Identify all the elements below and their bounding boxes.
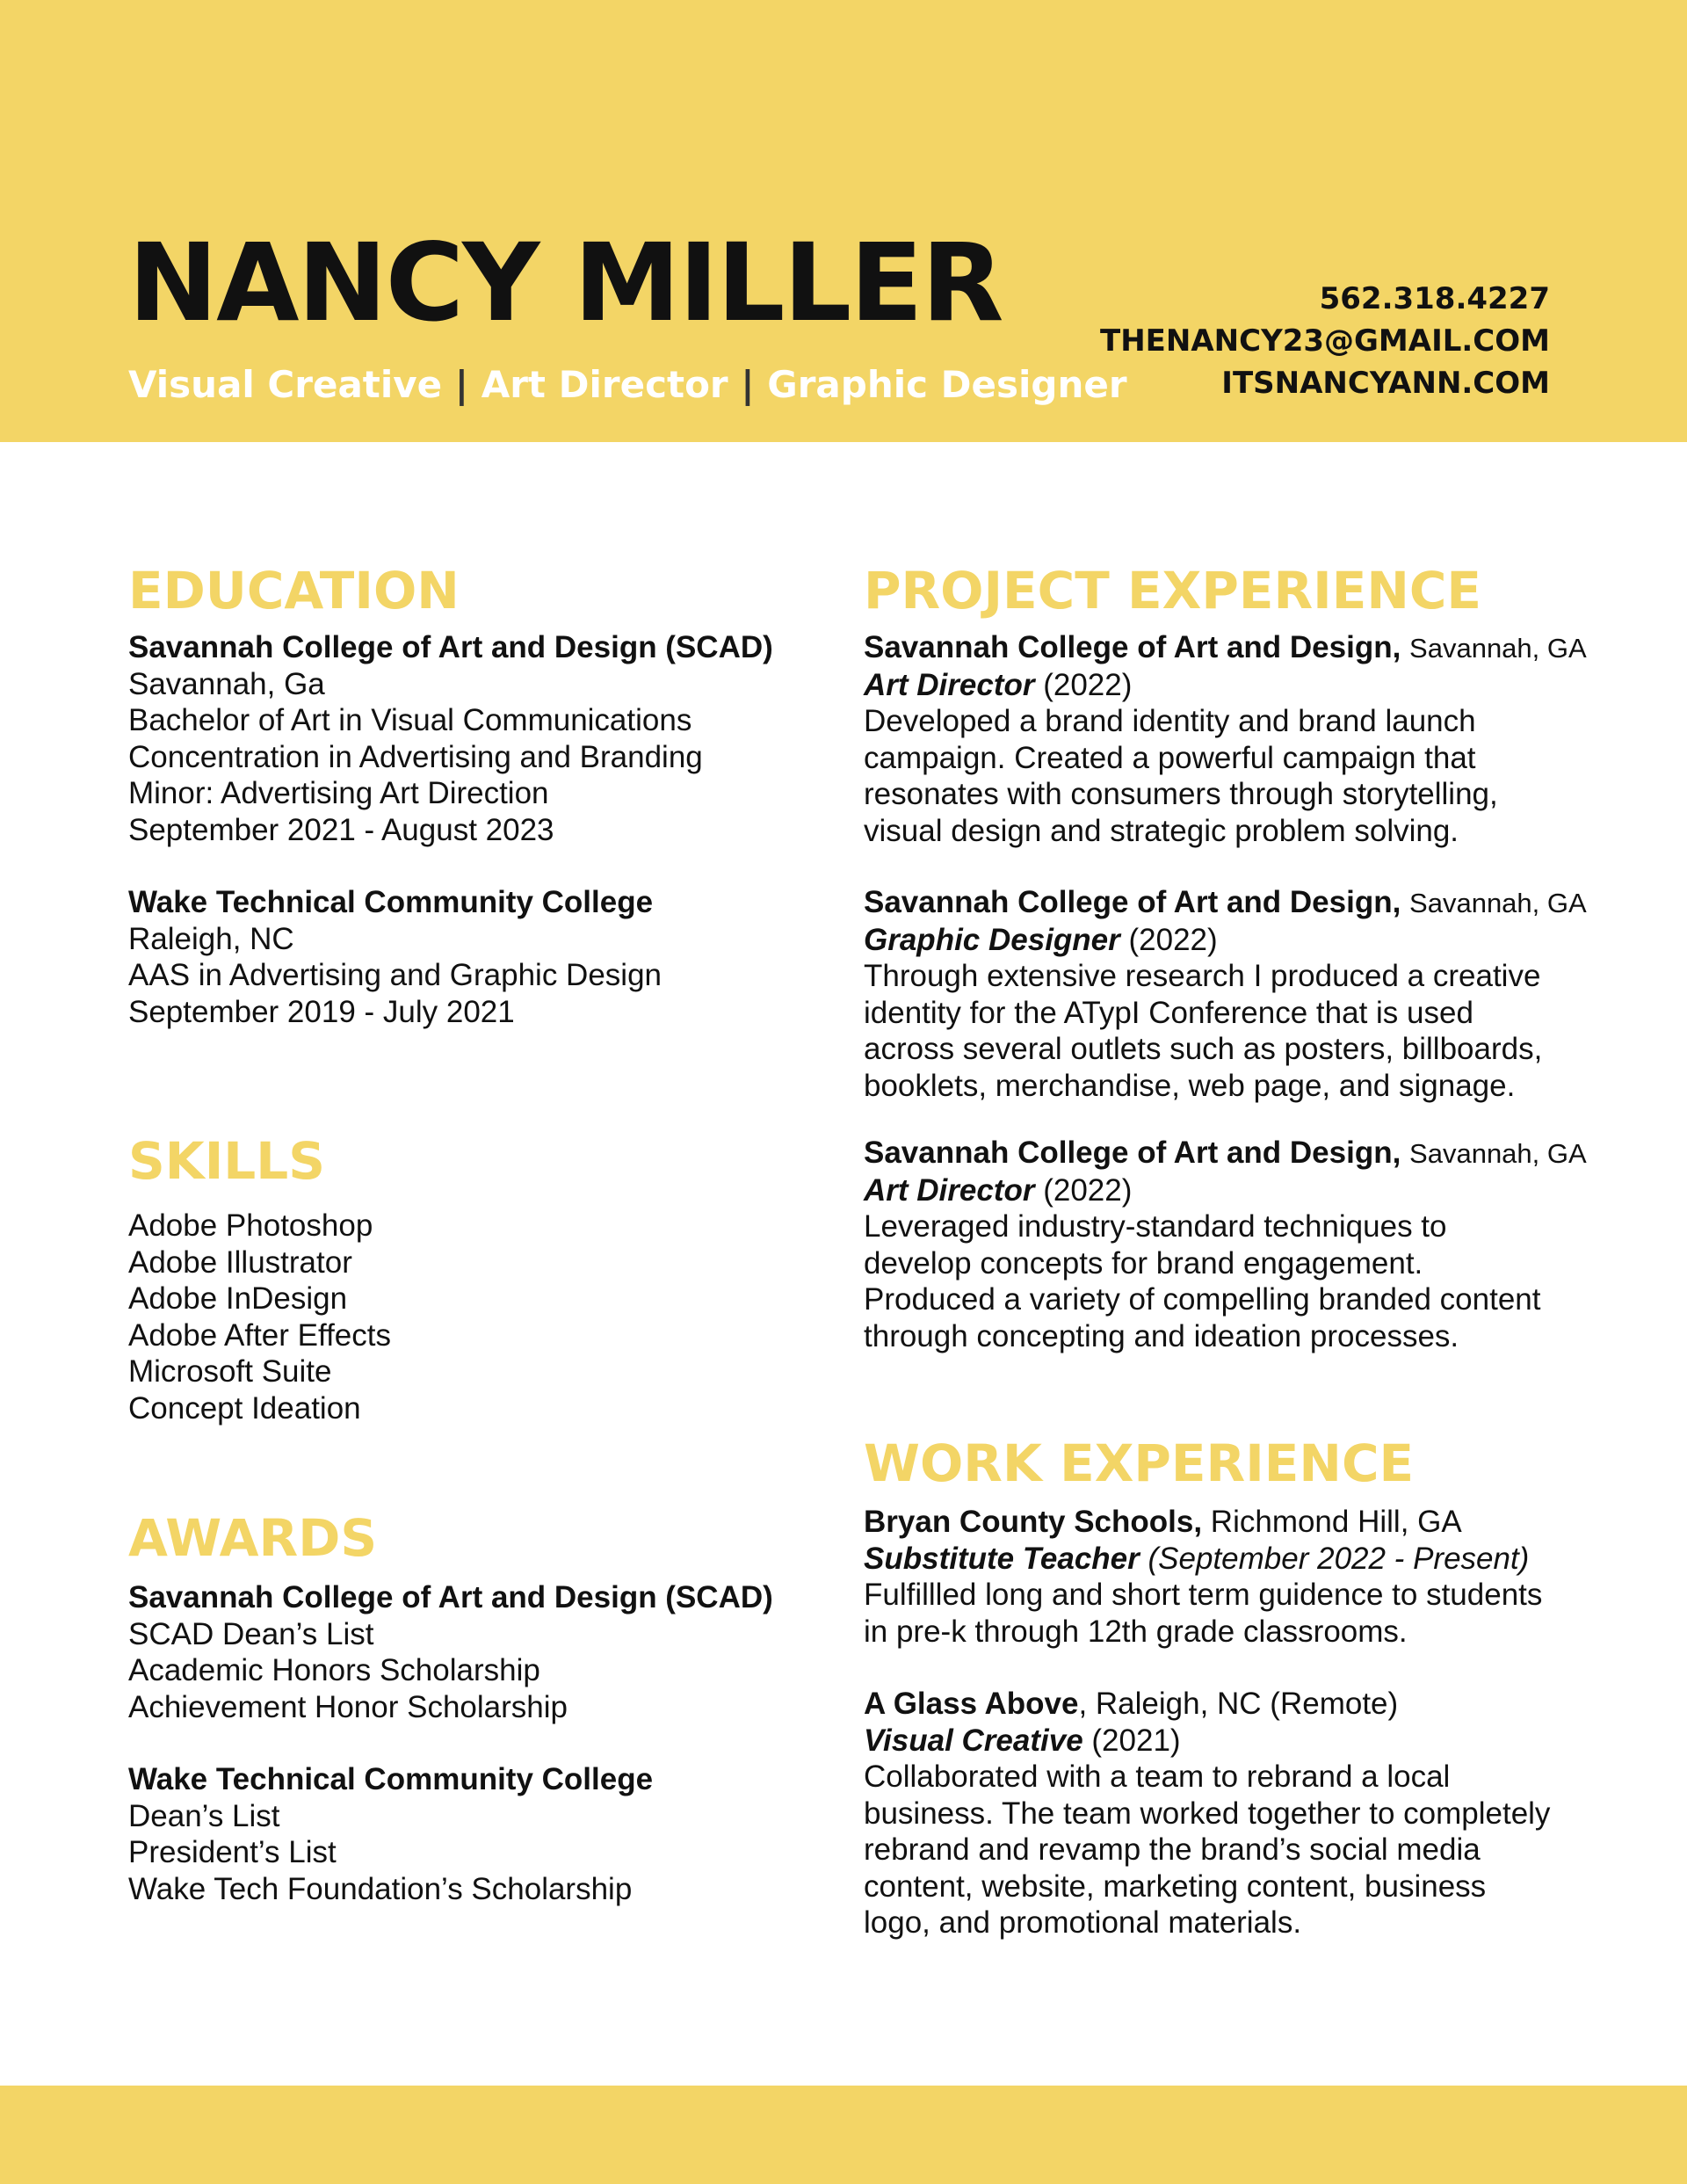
tagline (128, 359, 1127, 411)
role-date: (September 2022 - Present) (1148, 1541, 1530, 1576)
description-line: campaign. Created a powerful campaign that (864, 740, 1476, 775)
tagline-separator: | (741, 363, 755, 406)
role-date: (2022) (1043, 1172, 1133, 1208)
skills-heading: SKILLS (128, 1131, 325, 1191)
awards-entry (128, 1579, 773, 1725)
contact-info (1100, 278, 1550, 404)
website-link[interactable]: ITSNANCYANN.COM (1221, 366, 1550, 401)
description-line: content, website, marketing content, business (864, 1868, 1487, 1904)
role-date: (2022) (1128, 922, 1218, 957)
role-title: Art Director (864, 667, 1035, 702)
tagline-role-2: Art Director (481, 363, 728, 406)
education-entry (128, 884, 662, 1030)
school-name: Savannah College of Art and Design (SCAD) (128, 1580, 773, 1614)
description-line: Collaborated with a team to rebrand a local (864, 1760, 1451, 1794)
description-line: business. The team worked together to completely (864, 1796, 1551, 1831)
school-name: Wake Technical Community College (128, 1762, 654, 1796)
phone-number[interactable]: 562.318.4227 (1319, 281, 1550, 316)
footer-band (0, 2086, 1687, 2184)
project-entry (864, 1135, 1587, 1354)
description-line: across several outlets such as posters, billboards, (864, 1032, 1543, 1066)
work-experience-heading: WORK EXPERIENCE (864, 1433, 1415, 1493)
org-location: Savannah, GA (1409, 888, 1587, 918)
education-entry (128, 629, 773, 848)
tagline-role-3: Graphic Designer (767, 363, 1127, 406)
award-item: President’s List (128, 1835, 337, 1869)
education-detail: Concentration in Advertising and Branding (128, 739, 703, 774)
description-line: Through extensive research I produced a creative (864, 959, 1541, 993)
role-title: Substitute Teacher (864, 1541, 1140, 1576)
org-name: Savannah College of Art and Design, (864, 885, 1401, 919)
candidate-name: NANCY MILLER (128, 221, 1003, 345)
role-title: Visual Creative (864, 1723, 1083, 1758)
project-experience-heading: PROJECT EXPERIENCE (864, 561, 1482, 620)
awards-heading: AWARDS (128, 1508, 378, 1568)
org-name: Bryan County Schools, (864, 1505, 1203, 1539)
org-name: A Glass Above (864, 1687, 1079, 1721)
skill-item: Adobe InDesign (128, 1281, 348, 1316)
award-item: SCAD Dean’s List (128, 1616, 374, 1651)
skill-item: Microsoft Suite (128, 1354, 332, 1389)
tagline-role-1: Visual Creative (128, 363, 443, 406)
skill-item: Adobe Illustrator (128, 1244, 352, 1280)
skill-item: Adobe Photoshop (128, 1208, 373, 1243)
org-location: , Raleigh, NC (Remote) (1078, 1687, 1399, 1721)
org-name: Savannah College of Art and Design, (864, 630, 1401, 664)
project-entry (864, 629, 1587, 849)
description-line: in pre-k through 12th grade classrooms. (864, 1614, 1408, 1649)
skills-list (128, 1208, 391, 1426)
role-title: Art Director (864, 1172, 1035, 1208)
org-name: Savannah College of Art and Design, (864, 1136, 1401, 1170)
role-date: (2022) (1043, 667, 1133, 702)
education-detail: Minor: Advertising Art Direction (128, 776, 549, 810)
description-line: Developed a brand identity and brand launch (864, 704, 1476, 738)
description-line: booklets, merchandise, web page, and signage. (864, 1068, 1516, 1103)
education-detail: September 2019 - July 2021 (128, 994, 515, 1029)
award-item: Dean’s List (128, 1798, 280, 1833)
education-detail: AAS in Advertising and Graphic Design (128, 958, 662, 992)
work-entry (864, 1686, 1550, 1941)
description-line: visual design and strategic problem solving. (864, 813, 1459, 848)
school-name: Wake Technical Community College (128, 885, 654, 919)
education-heading: EDUCATION (128, 561, 460, 620)
skill-item: Adobe After Effects (128, 1317, 391, 1353)
education-detail: September 2021 - August 2023 (128, 812, 554, 847)
award-item: Achievement Honor Scholarship (128, 1689, 568, 1724)
awards-entry (128, 1761, 653, 1907)
description-line: Produced a variety of compelling branded content (864, 1282, 1541, 1317)
skill-item: Concept Ideation (128, 1390, 361, 1426)
description-line: Fulfillled long and short term guidence to students (864, 1578, 1543, 1612)
email-address[interactable]: THENANCY23@GMAIL.COM (1100, 323, 1550, 359)
description-line: through concepting and ideation processes. (864, 1318, 1459, 1353)
project-entry (864, 884, 1587, 1104)
school-name: Savannah College of Art and Design (SCAD) (128, 630, 773, 664)
tagline-separator: | (454, 363, 469, 406)
role-title: Graphic Designer (864, 922, 1120, 957)
description-line: resonates with consumers through storytelling, (864, 777, 1498, 811)
role-date: (2021) (1091, 1723, 1181, 1758)
description-line: identity for the ATypI Conference that is used (864, 995, 1473, 1030)
education-detail: Raleigh, NC (128, 921, 294, 956)
education-detail: Bachelor of Art in Visual Communications (128, 703, 692, 737)
description-line: develop concepts for brand engagement. (864, 1245, 1423, 1281)
org-location: Richmond Hill, GA (1210, 1505, 1462, 1539)
description-line: rebrand and revamp the brand’s social media (864, 1832, 1481, 1867)
org-location: Savannah, GA (1409, 633, 1587, 664)
description-line: Leveraged industry-standard techniques to (864, 1209, 1447, 1244)
description-line: logo, and promotional materials. (864, 1905, 1302, 1940)
award-item: Wake Tech Foundation’s Scholarship (128, 1871, 633, 1906)
work-entry (864, 1504, 1542, 1650)
org-location: Savannah, GA (1409, 1138, 1587, 1169)
award-item: Academic Honors Scholarship (128, 1653, 540, 1687)
education-detail: Savannah, Ga (128, 666, 325, 701)
